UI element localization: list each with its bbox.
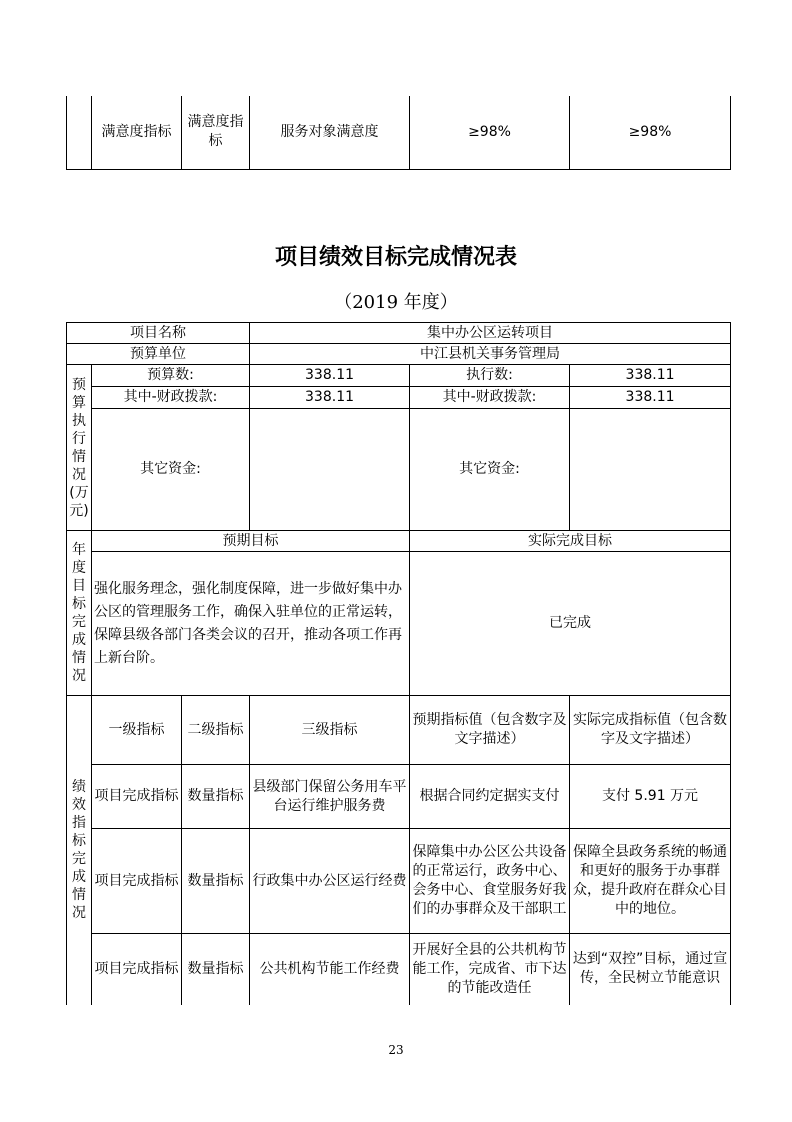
table-row-level2: 数量指标	[182, 765, 250, 829]
satisfaction-level1: 满意度指标	[92, 96, 182, 169]
actual-goal-header: 实际完成目标	[410, 531, 731, 552]
table-row-level3: 行政集中办公区运行经费	[250, 829, 410, 934]
table-row-planned: 开展好全县的公共机构节能工作，完成省、市下达的节能改造任	[410, 934, 570, 1005]
table-row-level1: 项目完成指标	[92, 934, 182, 1005]
table-row-planned: 根据合同约定据实支付	[410, 765, 570, 829]
page-number: 23	[388, 1043, 404, 1057]
table-row-level3: 公共机构节能工作经费	[250, 934, 410, 1005]
budget-unit-label: 预算单位	[67, 344, 250, 365]
fiscal-exec-value: 338.11	[570, 387, 731, 409]
satisfaction-level2: 满意度指标	[182, 96, 250, 169]
header-planned: 预期指标值（包含数字及文字描述）	[410, 696, 570, 765]
table-row-level1: 项目完成指标	[92, 765, 182, 829]
header-level3: 三级指标	[250, 696, 410, 765]
header-level2: 二级指标	[182, 696, 250, 765]
budget-section-label: 预 算 执 行 情 况 (万 元)	[67, 365, 92, 531]
planned-goal-text: 强化服务理念，强化制度保障，进一步做好集中办公区的管理服务工作，确保入驻单位的正常运转，保障县级各部门各类会议的召开，推动各项工作再上新台阶。	[92, 552, 410, 696]
exec-amount-value: 338.11	[570, 365, 731, 387]
table-row-level1: 项目完成指标	[92, 829, 182, 934]
other-funds-value	[250, 409, 410, 531]
table-row-level2: 数量指标	[182, 934, 250, 1005]
fiscal-budget-value: 338.11	[250, 387, 410, 409]
table-row-level3: 县级部门保留公务用车平台运行维护服务费	[250, 765, 410, 829]
satisfaction-level3: 服务对象满意度	[250, 96, 410, 169]
satisfaction-planned: ≥98%	[410, 96, 570, 169]
other-funds-label: 其它资金:	[92, 409, 250, 531]
budget-unit-value: 中江县机关事务管理局	[250, 344, 731, 365]
satisfaction-table	[66, 96, 731, 170]
table-row-actual: 支付 5.91 万元	[570, 765, 731, 829]
table-row-level2: 数量指标	[182, 829, 250, 934]
header-actual: 实际完成指标值（包含数字及文字描述）	[570, 696, 731, 765]
table-row-actual: 保障全县政务系统的畅通和更好的服务于办事群众，提升政府在群众心目中的地位。	[570, 829, 731, 934]
other-funds-exec-label: 其它资金:	[410, 409, 570, 531]
page-subtitle: （2019 年度）	[334, 292, 458, 313]
fiscal-budget-label: 其中-财政拨款:	[92, 387, 250, 409]
budget-amount-label: 预算数:	[92, 365, 250, 387]
project-name-value: 集中办公区运转项目	[250, 323, 731, 344]
page-title: 项目绩效目标完成情况表	[274, 244, 517, 270]
actual-goal-text: 已完成	[410, 552, 731, 696]
header-level1: 一级指标	[92, 696, 182, 765]
annual-section-label: 年 度 目 标 完 成 情 况	[67, 531, 92, 696]
satisfaction-actual: ≥98%	[570, 96, 731, 169]
other-funds-exec-value	[570, 409, 731, 531]
budget-amount-value: 338.11	[250, 365, 410, 387]
fiscal-exec-label: 其中-财政拨款:	[410, 387, 570, 409]
project-name-label: 项目名称	[67, 323, 250, 344]
performance-section-label: 绩 效 指 标 完 成 情 况	[67, 696, 92, 1005]
performance-table	[66, 322, 731, 1005]
blank-cell	[67, 96, 92, 169]
table-row-planned: 保障集中办公区公共设备的正常运行，政务中心、会务中心、食堂服务好我们的办事群众及干部职工	[410, 829, 570, 934]
planned-goal-header: 预期目标	[92, 531, 410, 552]
table-row-actual: 达到“双控”目标，通过宣传，全民树立节能意识	[570, 934, 731, 1005]
exec-amount-label: 执行数:	[410, 365, 570, 387]
